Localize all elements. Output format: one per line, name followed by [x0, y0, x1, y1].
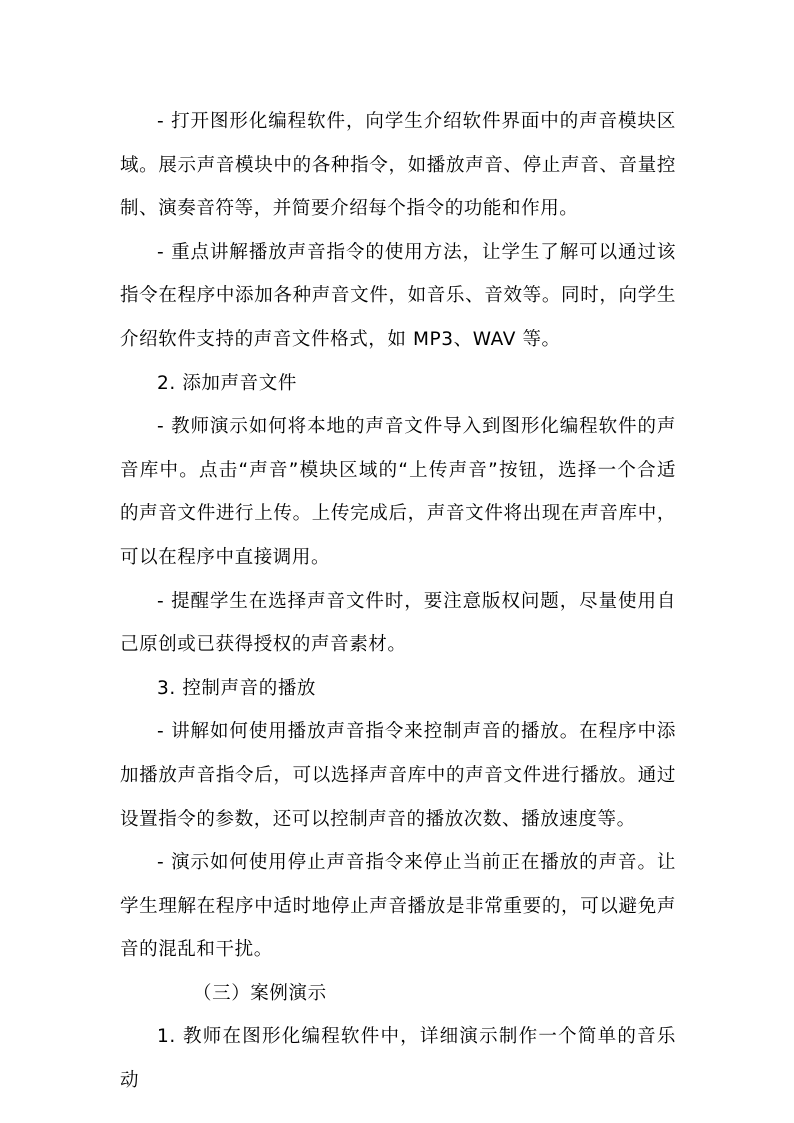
paragraph-sound-module-intro: - 打开图形化编程软件，向学生介绍软件界面中的声音模块区域。展示声音模块中的各种指令，如播放声音、停止声音、音量控制、演奏音符等，并简要介绍每个指令的功能和作用。 — [120, 111, 676, 220]
paragraph-control-playback: - 讲解如何使用播放声音指令来控制声音的播放。在程序中添加播放声音指令后，可以选择声音库中的声音文件进行播放。通过设置指令的参数，还可以控制声音的播放次数、播放速度等。 — [120, 721, 676, 830]
paragraph-import-sound: - 教师演示如何将本地的声音文件导入到图形化编程软件的声音库中。点击“声音”模块区域的“上传声音”按钮，选择一个合适的声音文件进行上传。上传完成后，声音文件将出现在声音库中，可以在程序中直接调用。 — [120, 416, 676, 568]
paragraph-copyright-reminder: - 提醒学生在选择声音文件时，要注意版权问题，尽量使用自己原创或已获得授权的声音素材。 — [120, 590, 676, 656]
paragraph-teacher-demo: 1. 教师在图形化编程软件中，详细演示制作一个简单的音乐动 — [120, 1026, 676, 1092]
heading-case-demo: （三）案例演示 — [193, 982, 327, 1004]
paragraph-stop-sound: - 演示如何使用停止声音指令来停止当前正在播放的声音。让学生理解在程序中适时地停止声音播放是非常重要的，可以避免声音的混乱和干扰。 — [120, 852, 676, 961]
heading-add-sound-file: 2. 添加声音文件 — [157, 372, 297, 394]
paragraph-play-sound-instruction: - 重点讲解播放声音指令的使用方法，让学生了解可以通过该指令在程序中添加各种声音文件，如音乐、音效等。同时，向学生介绍软件支持的声音文件格式，如 MP3、WAV 等。 — [120, 241, 676, 350]
heading-control-playback: 3. 控制声音的播放 — [157, 677, 317, 699]
document-body — [120, 100, 676, 1103]
